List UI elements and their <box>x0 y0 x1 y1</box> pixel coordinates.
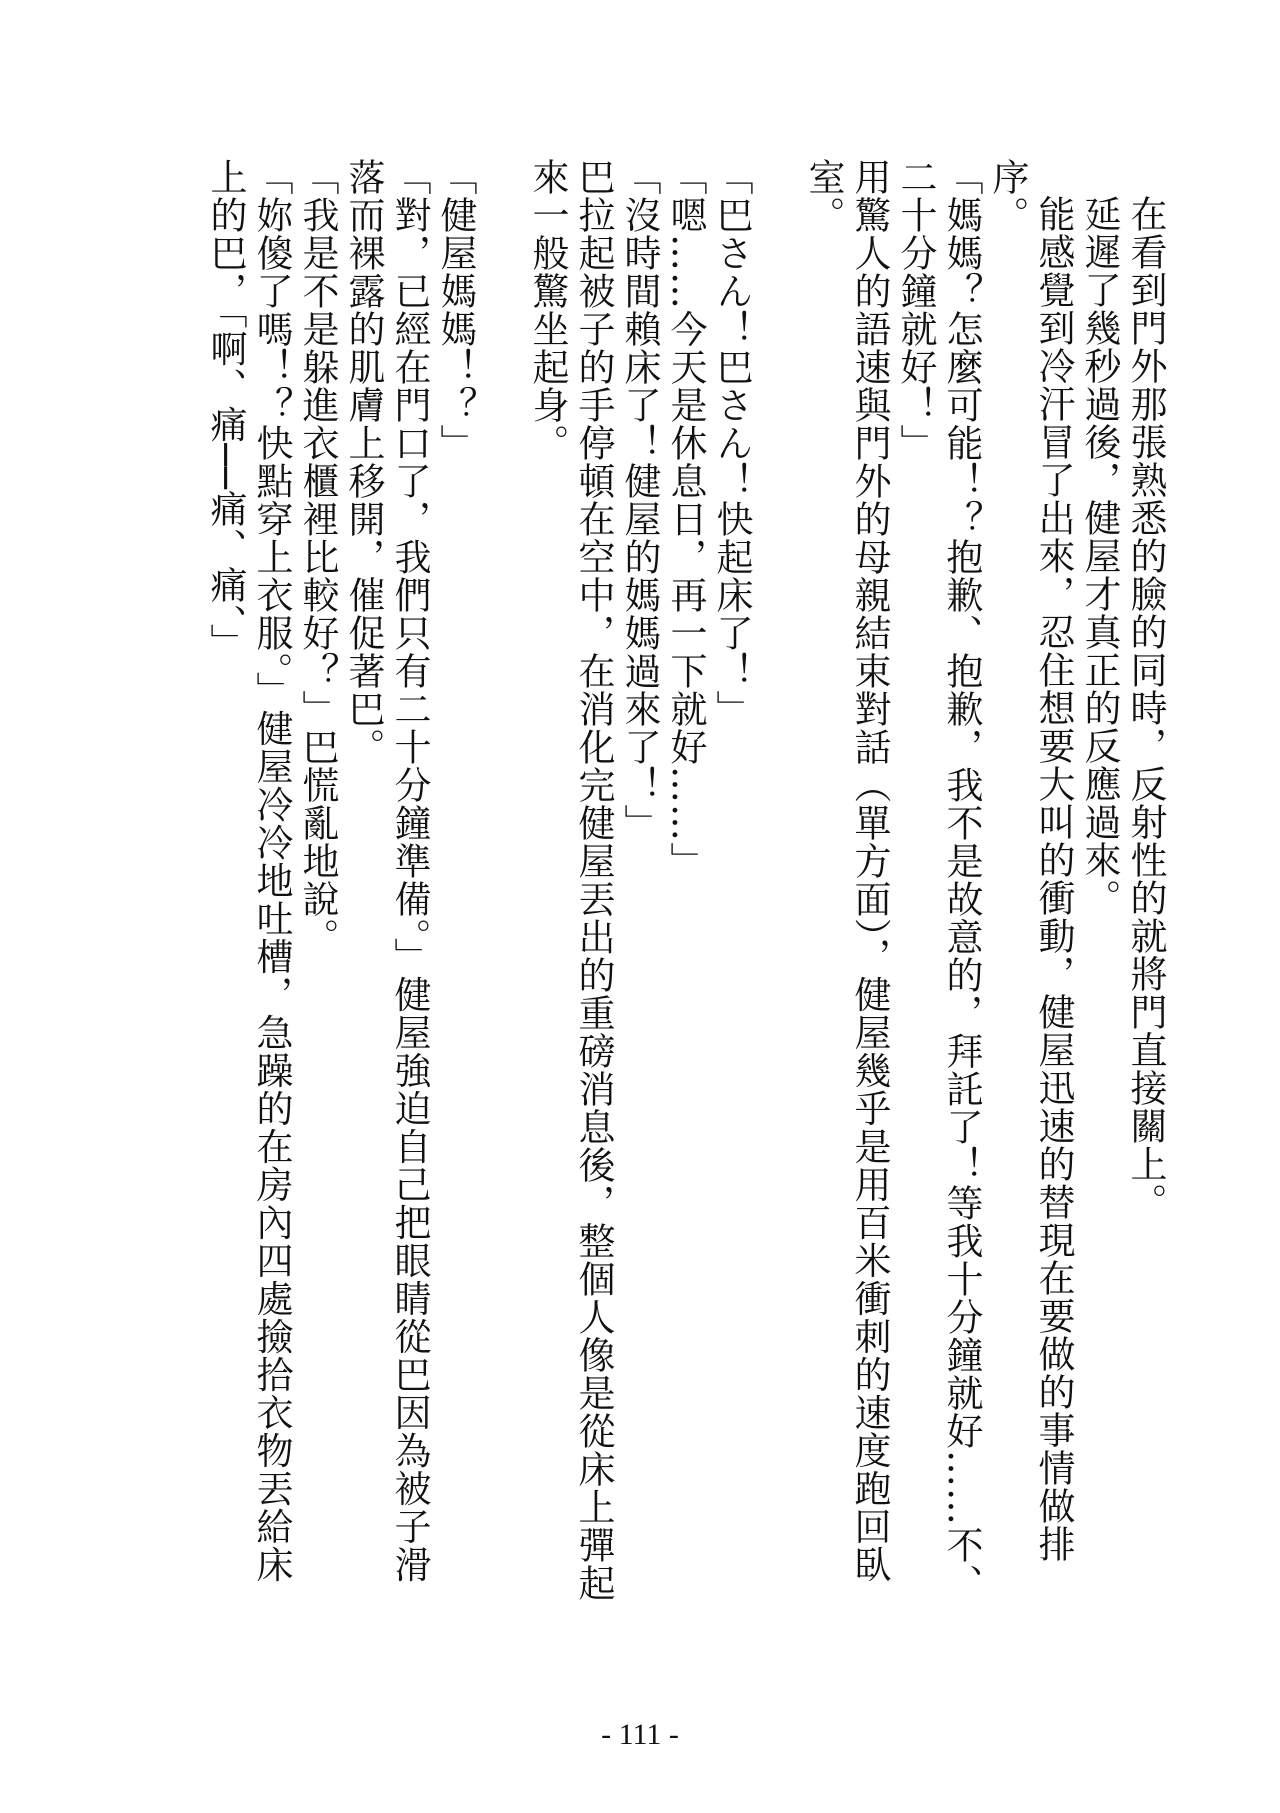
dialogue-paragraph: 「健屋媽媽！？」 <box>434 158 477 462</box>
narration-paragraph: 能感覺到冷汗冒了出來，忍住想要大叫的衝動，健屋迅速的替現在要做的事情做排序。 <box>986 158 1075 1563</box>
dialogue-paragraph: 「媽媽？怎麼可能！？抱歉、抱歉，我不是故意的，拜託了！等我十分鐘就好……不、二十分鐘就好！」 <box>894 158 983 1602</box>
dialogue-paragraph: 「對，已經在門口了，我們只有二十分鐘準備。」健屋強迫自己把眼睛從巴因為被子滑落而裸露的肌膚上移開，催促著巴。 <box>342 158 431 1584</box>
blank-line <box>754 158 800 1618</box>
dialogue-paragraph: 「巴さん！巴さん！快起床了！」 <box>710 158 753 728</box>
narration-paragraph: 在看到門外那張熟悉的臉的同時，反射性的就將門直接關上。 <box>1124 195 1167 1221</box>
dialogue-paragraph: 「沒時間賴床了！健屋的媽媽過來了！」 <box>618 158 661 842</box>
blank-line <box>478 158 524 1618</box>
page-number: - 111 - <box>601 1718 679 1751</box>
narration-paragraph: 用驚人的語速與門外的母親結束對話（單方面），健屋幾乎是用百米衝刺的速度跑回臥室。 <box>802 158 891 1584</box>
dialogue-paragraph: 「嗯……今天是休息日，再一下就好……」 <box>664 158 707 880</box>
dialogue-paragraph: 「妳傻了嗎！？快點穿上衣服。」健屋冷冷地吐槽，急躁的在房內四處撿拾衣物丟給床上的巴，「啊、痛──痛、痛、」 <box>204 158 293 1584</box>
narration-paragraph: 延遲了幾秒過後，健屋才真正的反應過來。 <box>1078 195 1121 917</box>
narration-paragraph: 巴拉起被子的手停頓在空中，在消化完健屋丟出的重磅消息後，整個人像是從床上彈起來一般驚坐起身。 <box>526 158 615 1602</box>
dialogue-paragraph: 「我是不是躲進衣櫃裡比較好？」巴慌亂地說。 <box>296 158 339 956</box>
vertical-text-body <box>108 158 1168 1618</box>
